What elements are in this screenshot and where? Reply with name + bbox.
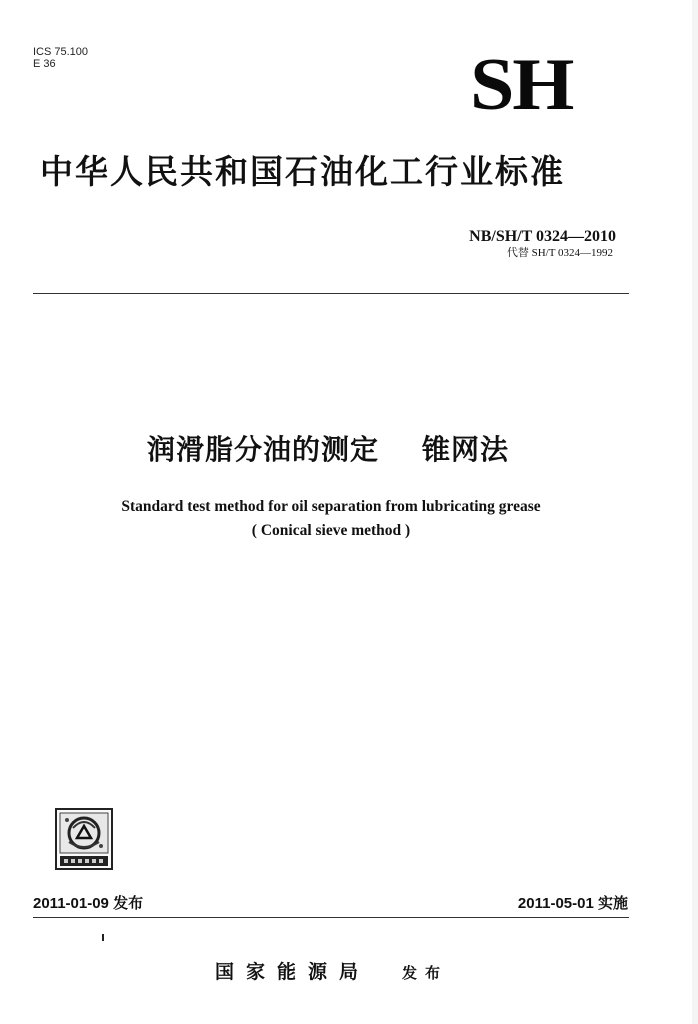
document-subtitle-english: ( Conical sieve method ) bbox=[251, 522, 411, 539]
ccs-code: E 36 bbox=[33, 58, 56, 70]
seal-graphic bbox=[55, 808, 113, 870]
bottom-divider bbox=[33, 917, 629, 918]
sh-logo: SH bbox=[470, 44, 573, 126]
top-divider bbox=[33, 293, 629, 294]
industry-standard-title: 中华人民共和国石油化工行业标准 bbox=[40, 152, 565, 191]
document-title-english: Standard test method for oil separation from lubricating grease bbox=[121, 498, 541, 515]
ics-code: ICS 75.100 bbox=[33, 46, 89, 58]
issue-date: 2011-01-09 发布 bbox=[33, 895, 144, 912]
scan-mark bbox=[102, 934, 104, 941]
publisher-name: 国家能源局 bbox=[215, 961, 371, 983]
publish-label: 发布 bbox=[402, 964, 449, 982]
page-edge-shadow bbox=[692, 0, 698, 1024]
standard-number: NB/SH/T 0324—2010 bbox=[469, 228, 616, 245]
classification-codes bbox=[33, 46, 88, 70]
replaced-standard: 代替 SH/T 0324—1992 bbox=[506, 247, 613, 259]
publisher-seal-icon bbox=[55, 808, 113, 870]
document-title-chinese: 润滑脂分油的测定 锥网法 bbox=[147, 433, 509, 466]
implementation-date: 2011-05-01 实施 bbox=[517, 895, 628, 912]
